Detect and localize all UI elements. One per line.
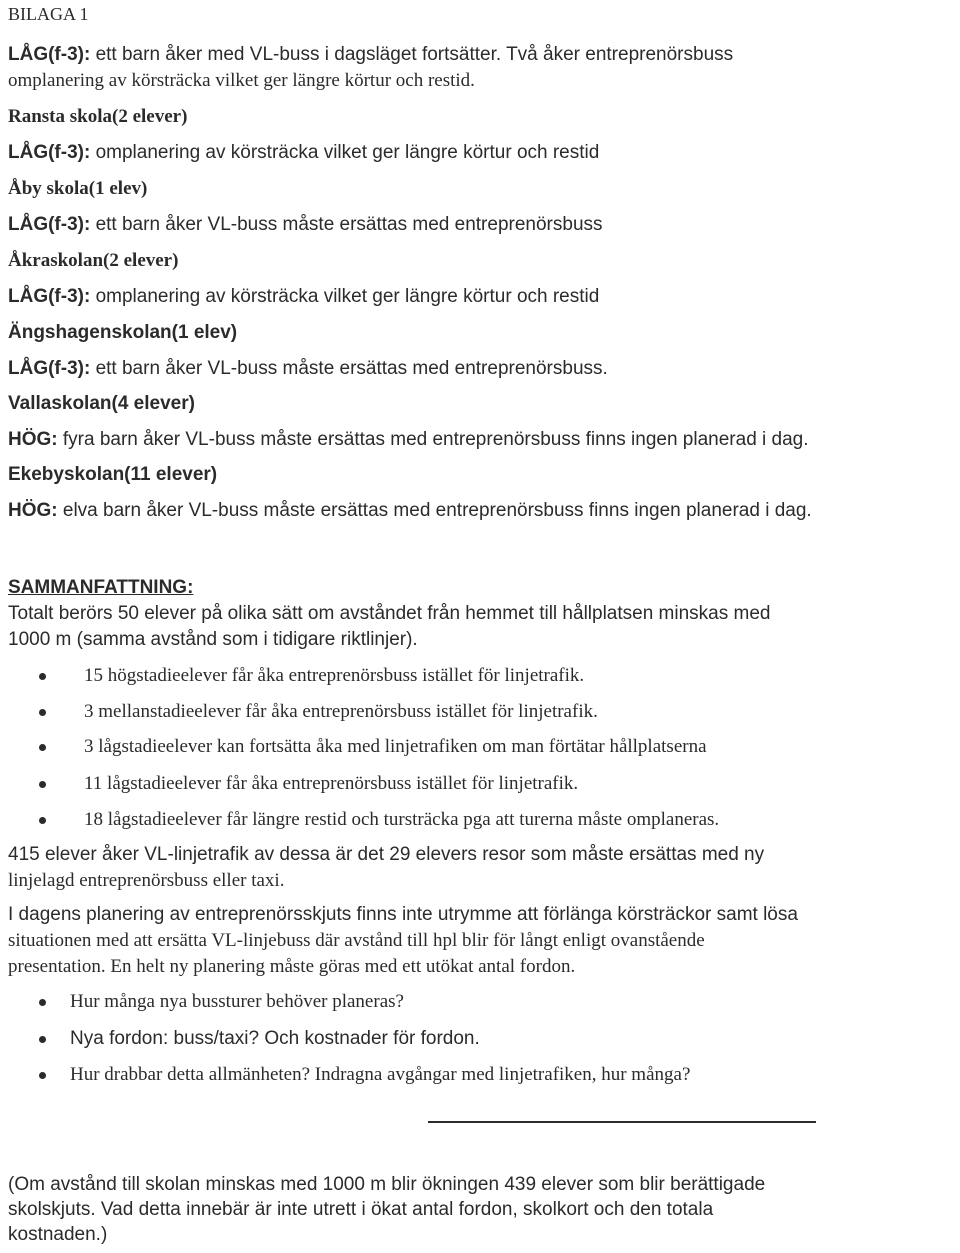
bullet-dot <box>39 817 46 824</box>
footnote-line: (Om avstånd till skolan minskas med 1000 m blir ökningen 439 elever som blir berättigade <box>8 1174 766 1195</box>
paragraph-line: linjelagd entreprenörsbuss eller taxi. <box>8 870 285 891</box>
bullet-dot <box>39 673 46 680</box>
detail-text: ett barn åker VL-buss måste ersättas med entreprenörsbuss <box>90 214 603 235</box>
detail-text: ett barn åker VL-buss måste ersättas med entreprenörsbuss. <box>90 358 608 379</box>
level-prefix: LÅG(f-3): <box>8 44 91 65</box>
school-heading: Åkraskolan(2 elever) <box>8 250 179 271</box>
school-detail-line <box>8 357 608 381</box>
list-item: 3 mellanstadieelever får åka entreprenörsbuss istället för linjetrafik. <box>84 701 598 722</box>
level-prefix: LÅG(f-3): <box>8 214 91 235</box>
paragraph-line: I dagens planering av entreprenörsskjuts finns inte utrymme att förlänga körsträckor samt lösa <box>8 904 798 925</box>
list-item: 15 högstadieelever får åka entreprenörsbuss istället för linjetrafik. <box>84 665 585 686</box>
school-detail-line <box>8 428 809 452</box>
list-item: Hur många nya bussturer behöver planeras? <box>70 991 404 1012</box>
horizontal-divider <box>428 1121 816 1123</box>
detail-text: omplanering av körsträcka vilket ger längre körtur och restid <box>90 286 600 307</box>
school-heading: Vallaskolan(4 elever) <box>8 393 195 414</box>
summary-title: SAMMANFATTNING: <box>8 577 194 598</box>
school-detail-line <box>8 213 603 237</box>
school-detail-line <box>8 499 812 523</box>
school-detail-continuation: omplanering av körsträcka vilket ger längre körtur och restid. <box>8 70 475 91</box>
bullet-dot <box>39 1072 46 1079</box>
school-heading: Åby skola(1 elev) <box>8 178 148 199</box>
bullet-dot <box>39 781 46 788</box>
detail-text: omplanering av körsträcka vilket ger längre körtur och restid <box>90 142 600 163</box>
footnote-line: skolskjuts. Vad detta innebär är inte utrett i ökat antal fordon, skolkort och den totala <box>8 1199 714 1220</box>
list-item: 11 lågstadieelever får åka entreprenörsbuss istället för linjetrafik. <box>84 773 579 794</box>
bullet-dot <box>39 744 46 751</box>
school-heading: Ransta skola(2 elever) <box>8 106 188 127</box>
school-heading: Ekebyskolan(11 elever) <box>8 464 218 485</box>
school-detail-line <box>8 43 733 67</box>
level-prefix: HÖG: <box>8 500 58 521</box>
bullet-dot <box>39 709 46 716</box>
school-detail-line <box>8 285 599 309</box>
list-item: Nya fordon: buss/taxi? Och kostnader för fordon. <box>70 1028 480 1049</box>
list-item: Hur drabbar detta allmänheten? Indragna avgångar med linjetrafiken, hur många? <box>70 1064 691 1085</box>
level-prefix: LÅG(f-3): <box>8 142 91 163</box>
level-prefix: LÅG(f-3): <box>8 286 91 307</box>
school-detail-line <box>8 141 599 165</box>
detail-text: ett barn åker med VL-buss i dagsläget fortsätter. Två åker entreprenörsbuss <box>90 44 734 65</box>
bullet-dot <box>39 999 46 1006</box>
attachment-label: BILAGA 1 <box>8 4 89 24</box>
paragraph-line: presentation. En helt ny planering måste göras med ett utökat antal fordon. <box>8 956 576 977</box>
level-prefix: HÖG: <box>8 429 58 450</box>
detail-text: elva barn åker VL-buss måste ersättas med entreprenörsbuss finns ingen planerad i dag. <box>57 500 812 521</box>
detail-text: fyra barn åker VL-buss måste ersättas med entreprenörsbuss finns ingen planerad i dag. <box>57 429 809 450</box>
list-item: 3 lågstadieelever kan fortsätta åka med linjetrafiken om man förtätar hållplatserna <box>84 736 707 757</box>
summary-intro-line: 1000 m (samma avstånd som i tidigare riktlinjer). <box>8 629 418 650</box>
summary-intro-line: Totalt berörs 50 elever på olika sätt om avståndet från hemmet till hållplatsen minskas med <box>8 603 771 624</box>
school-heading: Ängshagenskolan(1 elev) <box>8 322 238 343</box>
list-item: 18 lågstadieelever får längre restid och tursträcka pga att turerna måste omplaneras. <box>84 809 720 830</box>
paragraph-line: 415 elever åker VL-linjetrafik av dessa är det 29 elevers resor som måste ersättas med ny <box>8 844 765 865</box>
bullet-dot <box>39 1036 46 1043</box>
level-prefix: LÅG(f-3): <box>8 358 91 379</box>
paragraph-line: situationen med att ersätta VL-linjebuss där avstånd till hpl blir för långt enligt ovanstående <box>8 930 705 951</box>
footnote-line: kostnaden.) <box>8 1224 108 1245</box>
